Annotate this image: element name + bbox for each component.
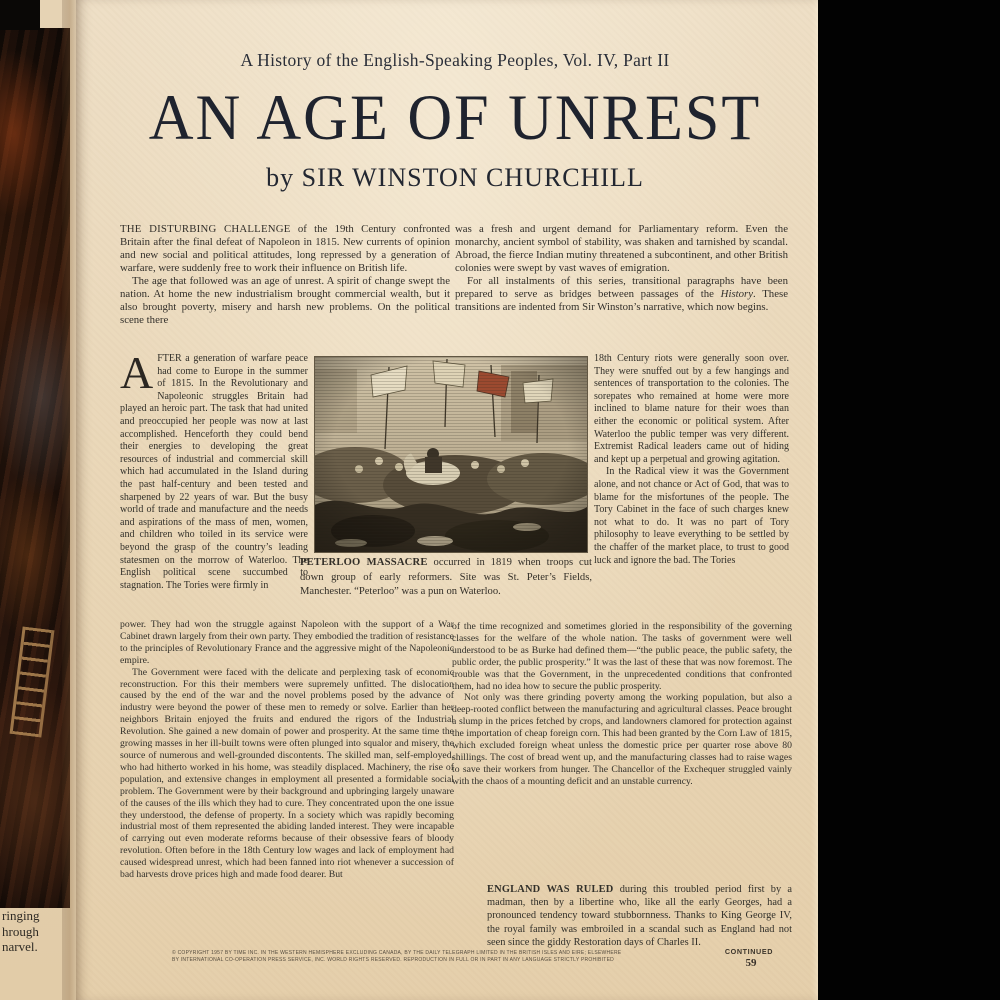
page-number: 59 — [745, 957, 757, 969]
copyright-notice — [172, 950, 696, 968]
caption-fragment: hrough — [2, 923, 39, 939]
peterloo-figure — [314, 356, 588, 553]
body-paragraph: The Government were faced with the delicate and perplexing task of economic reconstruction. For this their members were supremely unfitted. The dislocation caused by the end of the war and the novel problems posed by the advance of industry were beyond the power of these men to remedy or solve. Earlier than her neighbors Britain enjoyed the fruits and endured the rigors of the Industrial Revolution. She gained a new domain of power and prosperity. At the same time the growing masses in her ill-built towns were often plunged into squalor and misery, the source of numerous and well-grounded discontents. The skilled man, self-employed, who had hitherto worked in his home, was steadily displaced. Machinery, the rise of population, and extensive changes in employment all presented a formidable social problem. The Government were by their background and upbringing largely unaware of the causes of the ills which they had to cure. They concentrated upon the one issue they understood, the defense of property. In a society which was rapidly becoming industrial most of them represented the abiding landed interest. They were incapable of carrying out even moderate reforms because of their obsessive fears of bloody revolution. Often before in the 18th Century low wages and lack of employment had caused widespread unrest, which had been fanned into riot whenever a succession of bad harvests drove prices high and made food dearer. But — [120, 666, 454, 881]
peterloo-engraving — [314, 356, 588, 553]
article-title: AN AGE OF UNREST — [148, 82, 762, 154]
intro-lead: THE DISTURBING CHALLENGE — [120, 223, 291, 235]
left-page-painting — [0, 28, 70, 908]
closing-text: during this troubled period first by a madman, then by a libertine who, like all the early Georges, had a pronounced tendency toward stubbornness. Thanks to King George IV, the royal family was embroiled in a scandal such as England had not seen since the giddy Restoration days of Charles II. — [487, 884, 792, 948]
caption-fragment: narvel. — [2, 939, 38, 954]
closing-lead: ENGLAND WAS RULED — [487, 884, 614, 895]
copyright-line: BY INTERNATIONAL CO-OPERATION PRESS SERVICE, INC. WORLD RIGHTS RESERVED. REPRODUCTION IN FULL OR IN PART IN ANY LANGUAGE STRICTLY PROHIBITED — [172, 957, 615, 964]
body-wide-right — [452, 621, 792, 859]
caption-text: occurred in 1819 when troops cut down group of early reformers. Site was St. Peter’s Fields, Manchester. “Peterloo” was a pun on Waterloo. — [300, 557, 592, 598]
series-kicker: A History of the English-Speaking Peoples, Vol. IV, Part II — [240, 50, 670, 70]
body-text: FTER a generation of warfare peace had come to Europe in the summer of 1815. In the Revolutionary and Napoleonic struggles Britain had played an heroic part. The task that had united and preoccupied her people was now at last accomplished. Henceforth they could bend their energies to developing the great resources of industrial and commercial skill which had accumulated in the Island during the past half-century and been tested and sharpened by 22 years of war. But the busy world of trade and manufacture and the needs and aspirations of the mass of men, women, and children who toiled in its service were beyond the grasp of the country’s leading statesmen on the morrow of Waterloo. The English political scene succumbed to stagnation. The Tories were firmly in — [120, 353, 308, 591]
history-italic: History — [720, 288, 754, 300]
intro-column-right — [455, 223, 788, 353]
body-wide-left — [120, 619, 454, 905]
drop-cap: A — [120, 353, 154, 398]
peterloo-engraving-art — [315, 357, 587, 552]
intro-text: . These transitions are indented from Sir Winston’s narrative, which now begins. — [455, 288, 788, 313]
body-paragraph: 18th Century riots were generally soon over. They were snuffed out by a few hangings and sentences of transportation to the colonies. The sorepates who remained at home were more inclined to blame nature for their woes than either the economic or political system. After Waterloo the public temper was very different. Extremist Radical leaders came out of hiding and kept up a perpetual and growing agitation. — [594, 353, 789, 465]
intro-text: For all instalments of this series, transitional paragraphs have been prepared to serve as bridges between passages of the — [455, 275, 788, 300]
ladder-in-painting — [10, 626, 55, 737]
body-paragraph: power. They had won the struggle against Napoleon with the support of a War Cabinet drawn largely from their own party. They embodied the tradition of resistance to the principles of Revolutionary France and the aggressive might of the Napoleonic empire. — [120, 619, 454, 666]
body-column-1 — [120, 353, 308, 619]
caption-lead: PETERLOO MASSACRE — [300, 557, 428, 568]
figure-caption — [300, 556, 592, 604]
caption-fragment: ringing — [2, 908, 40, 923]
masthead — [120, 50, 790, 193]
body-column-2 — [594, 353, 789, 621]
body-paragraph: In the Radical view it was the Government alone, and not chance or Act of God, that was to blame for the misfortunes of the people. The Tory Cabinet in the face of such charges knew not what to do. It was no part of Tory philosophy to leave everything to be settled by the chaffer of the market place, to trust to good luck and ignore the bad. The Tories — [594, 466, 789, 566]
intro-paragraph: was a fresh and urgent demand for Parliamentary reform. Even the monarchy, ancient symbol of stability, was shaken and tarnished by scandal. Abroad, the fierce Indian mutiny threatened a subcontinent, and other British colonies were swept by vast waves of emigration. — [455, 223, 788, 274]
body-paragraph: of the time recognized and sometimes gloried in the responsibility of the governing classes for the welfare of the whole nation. The tasks of government were well understood to be as Burke had defined them—“the public peace, the public safety, the public order, the public prosperity.” It was the last of these that was now foremost. The trouble was that the Government, in the unprecedented conditions that confronted them, had no idea how to secure the public prosperity. — [452, 621, 792, 692]
left-page-sliver — [0, 0, 76, 1000]
copyright-line: © COPYRIGHT 1957 BY TIME INC. IN THE WESTERN HEMISPHERE EXCLUDING CANADA, BY THE DAILY TELEGRAPH LIMITED IN THE BRITISH ISLES AND EIRE; ELSEWHERE — [172, 950, 622, 956]
body-paragraph: Not only was there grinding poverty among the working population, but also a deep-rooted conflict between the manufacturing and agricultural classes. Peace brought a slump in the prices fetched by crops, and landowners clamored for protection against the importation of cheap foreign corn. This had been granted by the Corn Law of 1815, which excluded foreign wheat unless the domestic price per quarter rose above 80 shillings. The cost of bread went up, and the manufacturing classes had to raise wages to save their workers from hunger. The Chancellor of the Exchequer struggled vainly with the chaos of a mounting deficit and an unstable currency. — [452, 692, 792, 787]
background-black-area — [818, 0, 1000, 1000]
intro-paragraph — [120, 223, 450, 275]
intro-text: of the 19th Century confronted Britain after the final defeat of Napoleon in 1815. New currents of opinion and new social and political attitudes, long repressed by a generation of warfare, were suddenly free to work their influence on British life. — [120, 223, 450, 274]
intro-column-left — [120, 223, 450, 351]
continued-label: CONTINUED — [724, 947, 773, 956]
article-page — [76, 0, 818, 1000]
byline: by SIR WINSTON CHURCHILL — [266, 163, 644, 192]
intro-paragraph — [455, 275, 788, 314]
intro-paragraph: The age that followed was an age of unrest. A spirit of change swept the nation. At home the new industrialism brought commercial wealth, but it also brought poverty, misery and harsh new problems. On the political scene there — [120, 275, 450, 326]
left-page-top-shadow — [0, 0, 40, 30]
